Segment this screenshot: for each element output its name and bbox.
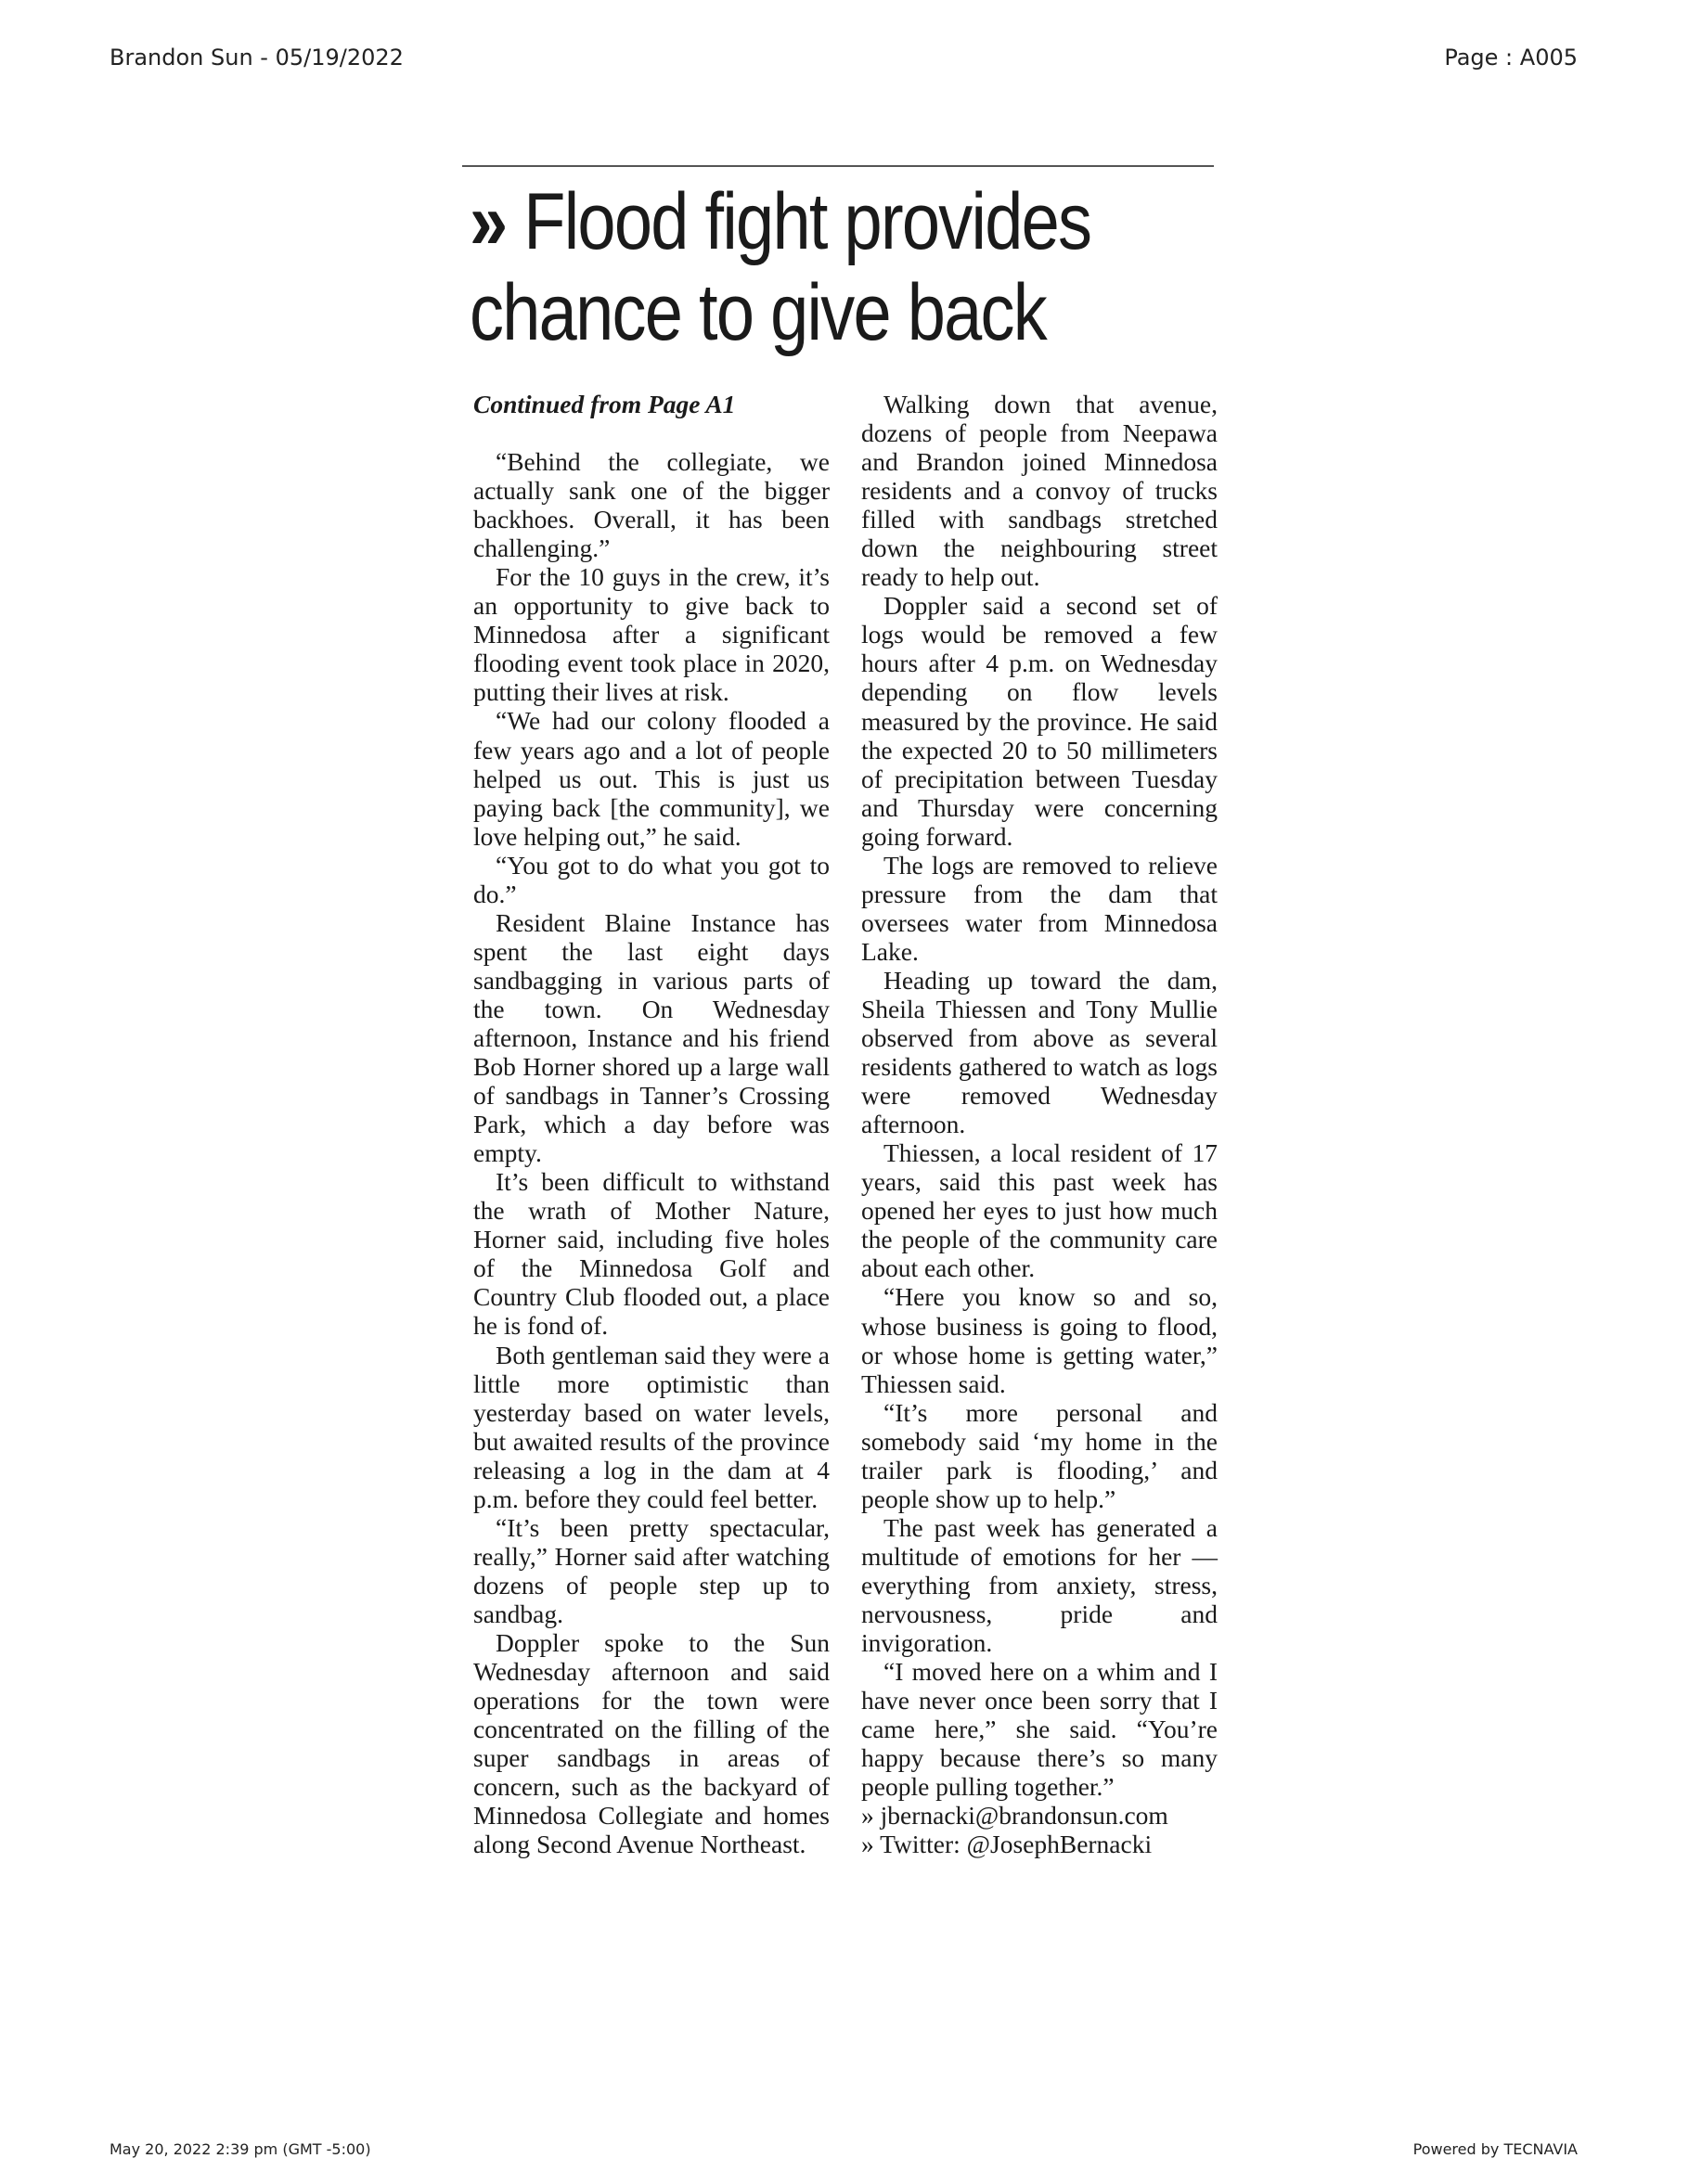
paragraph: For the 10 guys in the crew, it’s an opportunity to give back to Minnedosa after a significant flooding event took place in 2020, putting their lives at risk. (473, 562, 830, 707)
article-column-right (861, 390, 1218, 1858)
paragraph: Thiessen, a local resident of 17 years, said this past week has opened her eyes to just how much the people of the community care about each other. (861, 1138, 1218, 1283)
paragraph: “You got to do what you got to do.” (473, 850, 830, 908)
page-number: Page : A005 (1444, 45, 1578, 71)
publication-date-header: Brandon Sun - 05/19/2022 (110, 45, 404, 71)
paragraph: Doppler said a second set of logs would be removed a few hours after 4 p.m. on Wednesday depending on flow levels measured by the province. He said the expected 20 to 50 millimeters of precipitation between Tuesday and Thursday were concerning going forward. (861, 591, 1218, 851)
paragraph: “Here you know so and so, whose business is going to flood, or whose home is getting water,” Thiessen said. (861, 1282, 1218, 1398)
paragraph: It’s been difficult to withstand the wrath of Mother Nature, Horner said, including five holes of the Minnedosa Golf and Country Club flooded out, a place he is fond of. (473, 1167, 830, 1341)
powered-by-label: Powered by TECNAVIA (1412, 2140, 1578, 2158)
paragraph: “It’s been pretty spectacular, really,” Horner said after watching dozens of people step up to sandbag. (473, 1512, 830, 1628)
headline-marker: » (470, 177, 507, 266)
paragraph: Resident Blaine Instance has spent the last eight days sandbagging in various parts of the town. On Wednesday afternoon, Instance and his friend Bob Horner shored up a large wall of sandbags in Tanner’s Crossing Park, which a day before was empty. (473, 907, 830, 1168)
headline-rule (462, 165, 1214, 167)
headline-line-2: chance to give back (470, 268, 1047, 357)
headline-line-1: Flood fight provides (523, 177, 1091, 266)
article-headline (470, 176, 1116, 358)
paragraph: “I moved here on a whim and I have never once been sorry that I came here,” she said. “You’re happy because there’s so many people pulling together.” (861, 1657, 1218, 1802)
author-email: » jbernacki@brandonsun.com (861, 1801, 1168, 1831)
paragraph: The past week has generated a multitude of emotions for her — everything from anxiety, stress, nervousness, pride and invigoration. (861, 1512, 1218, 1658)
paragraph: The logs are removed to relieve pressure from the dam that oversees water from Minnedosa Lake. (861, 850, 1218, 966)
continued-from-label: Continued from Page A1 (473, 390, 736, 418)
paragraph: “We had our colony flooded a few years ago and a lot of people helped us out. This is just us paying back [the community], we love helping out,” he said. (473, 706, 830, 851)
article-column-left (473, 390, 830, 1858)
print-timestamp: May 20, 2022 2:39 pm (GMT -5:00) (110, 2140, 371, 2158)
paragraph: Heading up toward the dam, Sheila Thiessen and Tony Mullie observed from above as several residents gathered to watch as logs were removed Wednesday afternoon. (861, 965, 1218, 1139)
paragraph: Doppler spoke to the Sun Wednesday afternoon and said operations for the town were concentrated on the filling of the super sandbags in areas of concern, such as the backyard of Minnedosa Collegiate and homes along Second Avenue Northeast. (473, 1627, 830, 1859)
author-twitter: » Twitter: @JosephBernacki (861, 1830, 1153, 1859)
paragraph: “It’s more personal and somebody said ‘my home in the trailer park is flooding,’ and people show up to help.” (861, 1397, 1218, 1513)
paragraph: “Behind the collegiate, we actually sank one of the bigger backhoes. Overall, it has been challenging.” (473, 447, 830, 563)
paragraph: Walking down that avenue, dozens of people from Neepawa and Brandon joined Minnedosa residents and a convoy of trucks filled with sandbags stretched down the neighbouring street ready to help out. (861, 390, 1218, 592)
paragraph: Both gentleman said they were a little more optimistic than yesterday based on water levels, but awaited results of the province releasing a log in the dam at 4 p.m. before they could feel better. (473, 1340, 830, 1513)
